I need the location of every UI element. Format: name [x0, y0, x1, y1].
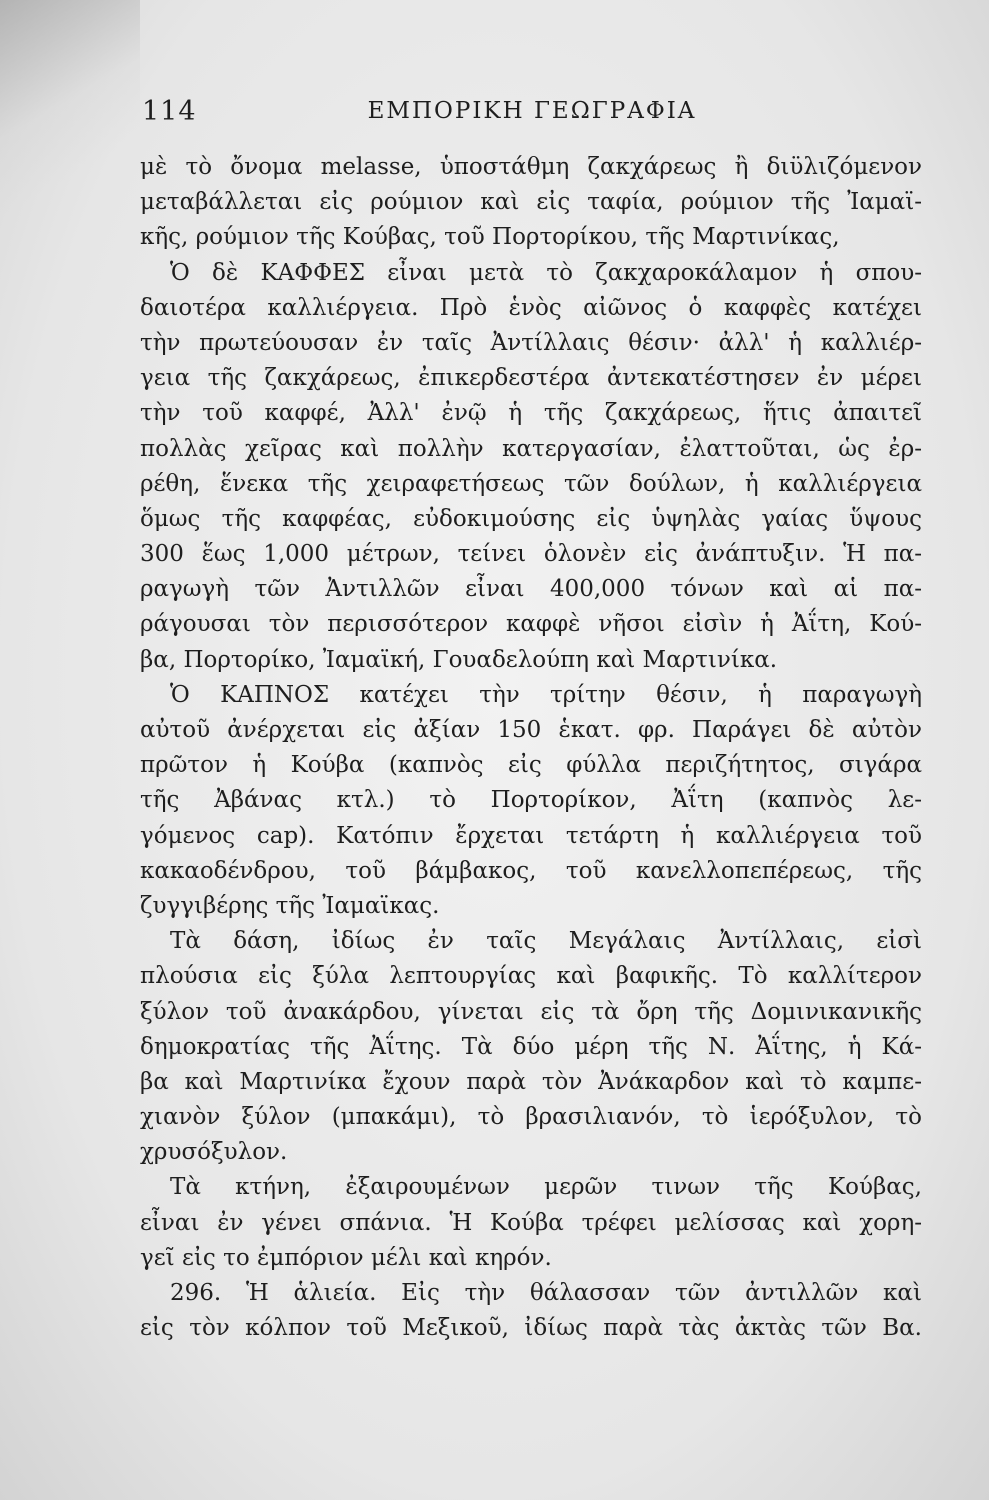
text-line: πρῶτον ἡ Κούβα (καπνὸς εἰς φύλλα περιζήτητος, σιγάρα: [140, 752, 922, 779]
page-corner-shadow: [0, 0, 140, 230]
text-line: δαιοτέρα καλλιέργεια. Πρὸ ἑνὸς αἰῶνος ὁ καφφὲς κατέχει: [140, 294, 922, 321]
text-line: ραγωγὴ τῶν Ἀντιλλῶν εἶναι 400,000 τόνων καὶ αἱ πα-: [140, 576, 922, 603]
text-line: Τὰ δάση, ἰδίως ἐν ταῖς Μεγάλαις Ἀντίλλαις, εἰσὶ: [170, 928, 922, 955]
text-line: γεια τῆς ζακχάρεως, ἐπικερδεστέρα ἀντεκατέστησεν ἐν μέρει: [140, 365, 922, 392]
text-line: Ὁ δὲ ΚΑΦΦΕΣ εἶναι μετὰ τὸ ζακχαροκάλαμον ἡ σπου-: [170, 259, 922, 286]
text-line: Ὁ ΚΑΠΝΟΣ κατέχει τὴν τρίτην θέσιν, ἡ παραγωγὴ: [170, 681, 922, 708]
text-line: εἶναι ἐν γένει σπάνια. Ἡ Κούβα τρέφει μελίσσας καὶ χορη-: [140, 1209, 922, 1236]
text-line: μὲ τὸ ὄνομα melasse, ὑποστάθμη ζακχάρεως ἢ διϋλιζόμενον: [140, 154, 922, 180]
text-line: μεταβάλλεται εἰς ρούμιον καὶ εἰς ταφία, ρούμιον τῆς Ἰαμαϊ-: [140, 189, 922, 216]
text-line: 296. Ἡ ἁλιεία. Εἰς τὴν θάλασσαν τῶν ἀντιλλῶν καὶ: [170, 1280, 922, 1306]
text-line: Τὰ κτήνη, ἐξαιρουμένων μερῶν τινων τῆς Κούβας,: [170, 1174, 922, 1201]
text-line: ζυγγιβέρης τῆς Ἰαμαϊκας.: [140, 892, 440, 919]
text-line: γεῖ εἰς το ἐμπόριον μέλι καὶ κηρόν.: [140, 1244, 552, 1271]
text-line: εἰς τὸν κόλπον τοῦ Μεξικοῦ, ἰδίως παρὰ τὰς ἀκτὰς τῶν Βα.: [140, 1315, 922, 1342]
text-line: γόμενος cap). Κατόπιν ἔρχεται τετάρτη ἡ καλλιέργεια τοῦ: [140, 822, 922, 849]
text-line: πολλὰς χεῖρας καὶ πολλὴν κατεργασίαν, ἐλαττοῦται, ὡς ἐρ-: [140, 435, 922, 462]
text-line: τὴν τοῦ καφφέ, Ἀλλ' ἐνῷ ἡ τῆς ζακχάρεως, ἥτις ἀπαιτεῖ: [140, 400, 922, 427]
text-line: τῆς Ἀβάνας κτλ.) τὸ Πορτορίκον, Ἀΐτη (καπνὸς λε-: [140, 787, 922, 814]
text-line: βα καὶ Μαρτινίκα ἔχουν παρὰ τὸν Ἀνάκαρδον καὶ τὸ καμπε-: [140, 1068, 922, 1095]
text-line: ράγουσαι τὸν περισσότερον καφφὲ νῆσοι εἰσὶν ἡ Ἀΐτη, Κού-: [140, 611, 922, 638]
running-title: ΕΜΠΟΡΙΚΗ ΓΕΩΓΡΑΦΙΑ: [367, 98, 697, 124]
page-number: 114: [142, 96, 197, 127]
body-text: [140, 150, 922, 1346]
text-line: τὴν πρωτεύουσαν ἐν ταῖς Ἀντίλλαις θέσιν· ἀλλ' ἡ καλλιέρ-: [140, 329, 922, 356]
text-line: χρυσόξυλον.: [140, 1139, 288, 1166]
text-line: ρέθη, ἕνεκα τῆς χειραφετήσεως τῶν δούλων, ἡ καλλιέργεια: [140, 470, 922, 497]
text-line: ὅμως τῆς καφφέας, εὐδοκιμούσης εἰς ὑψηλὰς γαίας ὕψους: [140, 505, 922, 532]
text-line: χιανὸν ξύλον (μπακάμι), τὸ βρασιλιανόν, τὸ ἱερόξυλον, τὸ: [140, 1104, 922, 1131]
text-line: αὐτοῦ ἀνέρχεται εἰς ἀξίαν 150 ἑκατ. φρ. Παράγει δὲ αὐτὸν: [140, 717, 922, 743]
text-line: βα, Πορτορίκο, Ἰαμαϊκή, Γουαδελούπη καὶ Μαρτινίκα.: [140, 646, 778, 673]
text-line: κακαοδένδρου, τοῦ βάμβακος, τοῦ κανελλοπεπέρεως, τῆς: [140, 857, 922, 884]
text-line: 300 ἕως 1,000 μέτρων, τείνει ὁλονὲν εἰς ἀνάπτυξιν. Ἡ πα-: [140, 541, 922, 568]
text-line: δημοκρατίας τῆς Ἀΐτης. Τὰ δύο μέρη τῆς Ν. Ἀΐτης, ἡ Κά-: [140, 1033, 922, 1060]
text-line: ξύλον τοῦ ἀνακάρδου, γίνεται εἰς τὰ ὄρη τῆς Δομινικανικῆς: [140, 998, 922, 1025]
page-header: [142, 96, 922, 136]
text-line: πλούσια εἰς ξύλα λεπτουργίας καὶ βαφικῆς. Τὸ καλλίτερον: [140, 963, 922, 990]
text-line: κῆς, ρούμιον τῆς Κούβας, τοῦ Πορτορίκου, τῆς Μαρτινίκας,: [140, 224, 840, 251]
